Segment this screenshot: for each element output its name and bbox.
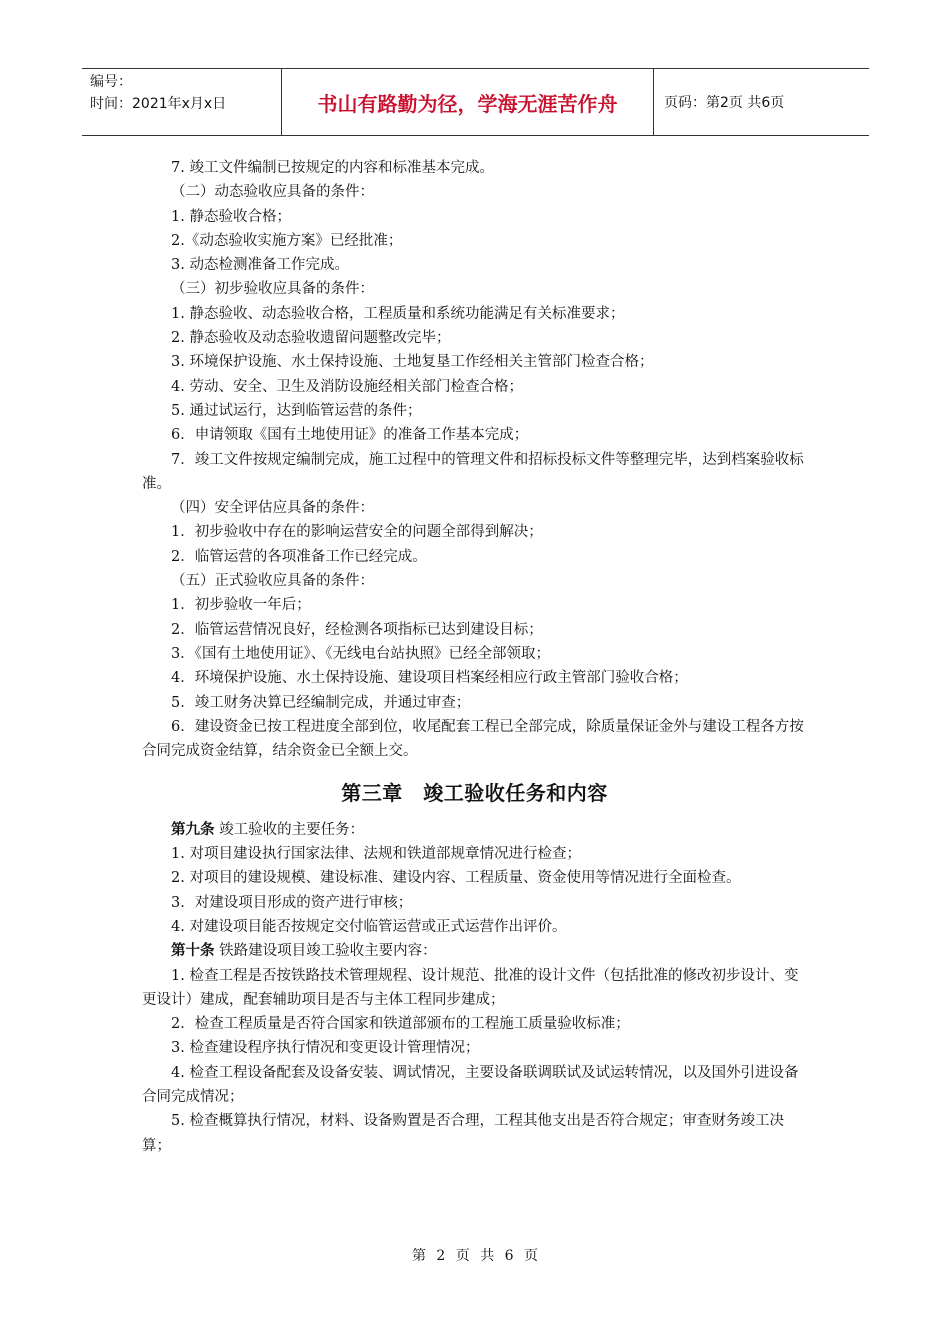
article-text: 铁路建设项目竣工验收主要内容： <box>219 943 437 960</box>
header-meta <box>82 69 282 135</box>
section-heading: （四）安全评估应具备的条件： <box>171 500 374 517</box>
paragraph: 5. 通过试运行，达到临管运营的条件； <box>171 402 422 419</box>
paragraph: 3. 动态检测准备工作完成。 <box>171 257 349 274</box>
paragraph: 7. 竣工文件编制已按规定的内容和标准基本完成。 <box>171 160 494 176</box>
paragraph: 1．初步验收中存在的影响运营安全的问题全部得到解决； <box>171 524 543 541</box>
paragraph: 7．竣工文件按规定编制完成，施工过程中的管理文件和招标投标文件等整理完毕，达到档案验收标准。 <box>142 451 804 492</box>
paragraph: 2．检查工程质量是否符合国家和铁道部颁布的工程施工质量验收标准； <box>171 1016 630 1033</box>
article-label: 第九条 <box>171 821 215 838</box>
paragraph: 2．临管运营情况良好，经检测各项指标已达到建设目标； <box>171 621 543 638</box>
paragraph: 5. 检查概算执行情况，材料、设备购置是否合理，工程其他支出是否符合规定；审查财务竣工决算； <box>142 1113 784 1154</box>
article-heading <box>142 939 807 963</box>
paragraph: 4．环境保护设施、水土保持设施、建设项目档案经相应行政主管部门验收合格； <box>171 670 688 687</box>
motto: 书山有路勤为径，学海无涯苦作舟 <box>282 69 654 135</box>
paragraph: 1. 静态验收合格； <box>171 208 291 225</box>
article-heading <box>142 818 807 842</box>
section-heading: （五）正式验收应具备的条件： <box>171 573 374 590</box>
paragraph: 1. 对项目建设执行国家法律、法规和铁道部规章情况进行检查； <box>171 846 581 863</box>
number-label: 编号： <box>90 74 132 90</box>
chapter-title: 第三章 竣工验收任务和内容 <box>341 781 608 806</box>
page-header <box>82 68 869 136</box>
document-body <box>142 156 807 1158</box>
paragraph: 4. 劳动、安全、卫生及消防设施经相关部门检查合格； <box>171 378 523 395</box>
page-footer: 第 2 页 共 6 页 <box>411 1248 539 1264</box>
date-label: 时间：2021年x月x日 <box>90 96 227 112</box>
paragraph: 1．初步验收一年后； <box>171 597 311 614</box>
paragraph: 1. 检查工程是否按铁路技术管理规程、设计规范、批准的设计文件（包括批准的修改初步设计、变更设计）建成，配套辅助项目是否与主体工程同步建成； <box>142 967 799 1008</box>
paragraph: 2. 对项目的建设规模、建设标准、建设内容、工程质量、资金使用等情况进行全面检查。 <box>171 870 741 887</box>
paragraph: 4. 对建设项目能否按规定交付临管运营或正式运营作出评价。 <box>171 918 567 935</box>
paragraph: 3. 环境保护设施、水土保持设施、土地复垦工作经相关主管部门检查合格； <box>171 354 654 371</box>
paragraph: 3. 检查建设程序执行情况和变更设计管理情况； <box>171 1040 480 1057</box>
paragraph: 2．临管运营的各项准备工作已经完成。 <box>171 548 427 565</box>
section-heading: （三）初步验收应具备的条件： <box>171 281 374 298</box>
paragraph: 3．对建设项目形成的资产进行审核； <box>171 894 413 911</box>
paragraph: 2.《动态验收实施方案》已经批准； <box>171 232 403 249</box>
section-heading: （二）动态验收应具备的条件： <box>171 184 374 201</box>
paragraph: 1. 静态验收、动态验收合格，工程质量和系统功能满足有关标准要求； <box>171 305 625 322</box>
paragraph: 3．《国有土地使用证》、《无线电台站执照》已经全部领取； <box>171 645 550 662</box>
paragraph: 6．申请领取《国有土地使用证》的准备工作基本完成； <box>171 427 529 444</box>
article-text: 竣工验收的主要任务： <box>219 821 365 838</box>
paragraph: 4. 检查工程设备配套及设备安装、调试情况，主要设备联调联试及试运转情况，以及国外引进设备合同完成情况； <box>142 1064 799 1105</box>
paragraph: 6．建设资金已按工程进度全部到位，收尾配套工程已全部完成，除质量保证金外与建设工程各方按合同完成资金结算，结余资金已全额上交。 <box>142 718 804 760</box>
article-label: 第十条 <box>171 943 215 960</box>
paragraph: 5．竣工财务决算已经编制完成，并通过审查； <box>171 694 471 711</box>
paragraph: 2. 静态验收及动态验收遗留问题整改完毕； <box>171 330 451 347</box>
page-info: 页码：第2页 共6页 <box>664 95 785 111</box>
